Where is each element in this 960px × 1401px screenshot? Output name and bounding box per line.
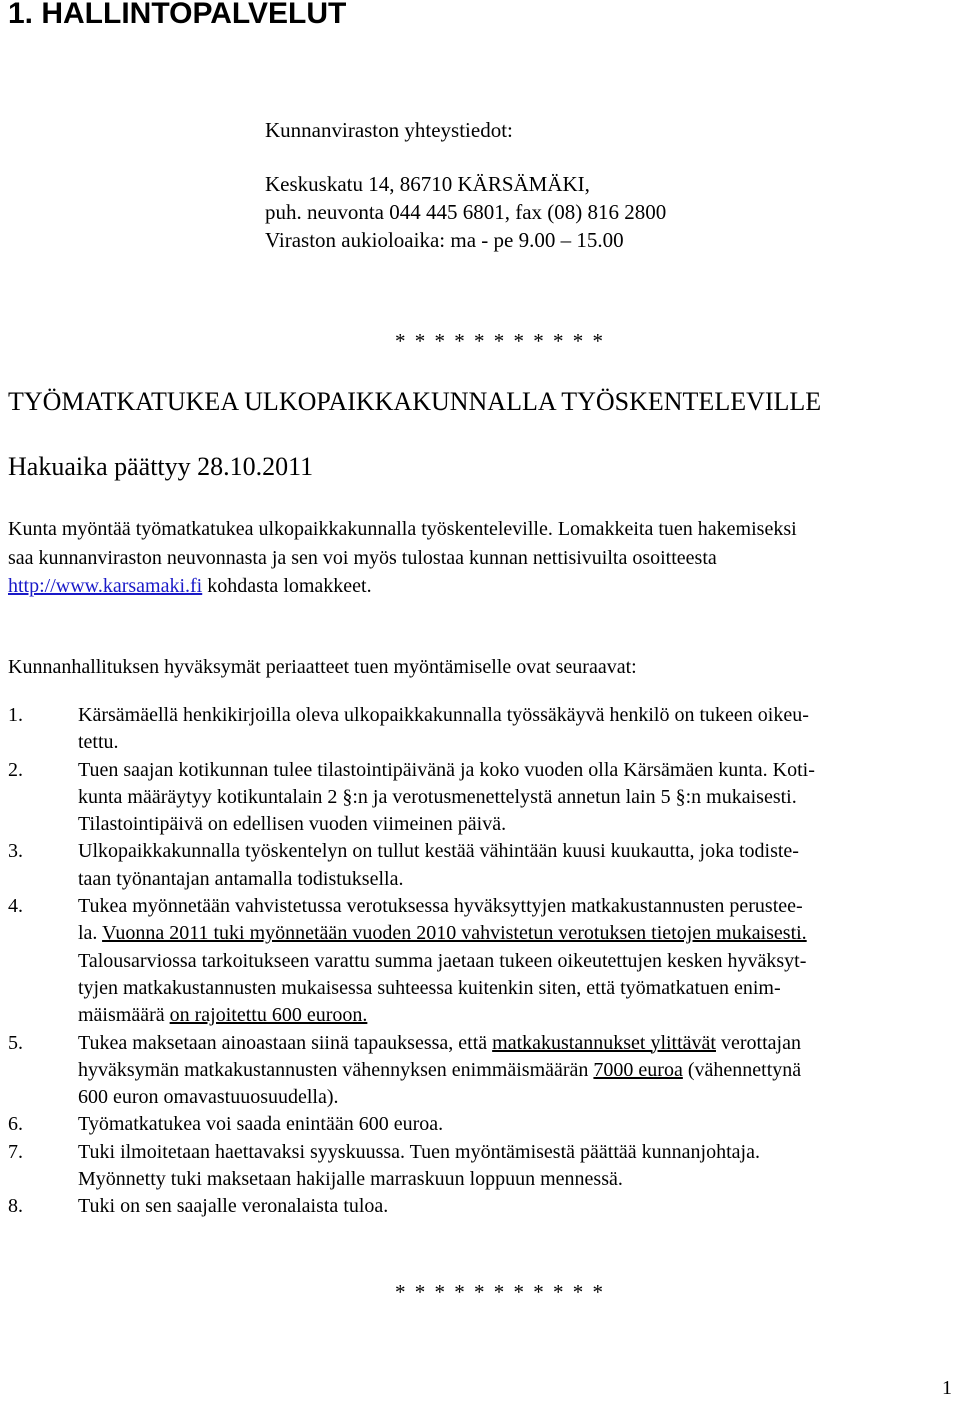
list-line: taan työnantajan antamalla todistuksella.: [78, 867, 404, 890]
list-text: Tukea maksetaan ainoastaan siinä tapauksessa, että: [78, 1031, 493, 1054]
section-title: TYÖMATKATUKEA ULKOPAIKKAKUNNALLA TYÖSKENTELEVILLE: [8, 387, 822, 416]
list-text: la.: [78, 922, 103, 945]
underlined-text: 7000 euroa: [593, 1058, 683, 1081]
list-line: Tukea myönnetään vahvistetussa verotuksessa hyväksyttyjen matkakustannusten perustee-: [78, 895, 803, 918]
list-number: 3.: [8, 840, 23, 863]
list-line: tyjen matkakustannusten mukaisessa suhteessa kuitenkin siten, että työmatkatuen enim-: [78, 976, 781, 999]
list-number: 4.: [8, 895, 23, 918]
list-item-2: [8, 757, 953, 839]
separator-top: * * * * * * * * * * *: [395, 329, 605, 353]
list-line: [78, 920, 953, 947]
list-line: [78, 1002, 953, 1029]
list-text: hyväksymän matkakustannusten vähennyksen enimmäismäärän: [78, 1058, 594, 1081]
list-item-3: [8, 838, 953, 893]
principles-list: [8, 702, 953, 1221]
intro-line-3: [8, 572, 797, 601]
contact-phone: puh. neuvonta 044 445 6801, fax (08) 816 2800: [265, 200, 667, 224]
underlined-text: on rajoitettu 600 euroon.: [169, 1004, 368, 1027]
list-number: 7.: [8, 1140, 23, 1163]
list-line: Tuki ilmoitetaan haettavaksi syyskuussa. Tuen myöntämisestä päättää kunnanjohtaja.: [78, 1140, 760, 1163]
intro-line-1: Kunta myöntää työmatkatukea ulkopaikkakunnalla työskenteleville. Lomakkeita tuen hakemiseksi: [8, 518, 797, 540]
list-line: tettu.: [78, 731, 119, 754]
list-number: 6.: [8, 1113, 23, 1136]
list-item-7: [8, 1139, 953, 1194]
page-number: 1: [942, 1377, 952, 1399]
list-line: Kärsämäellä henkikirjoilla oleva ulkopaikkakunnalla työssäkäyvä henkilö on tukeen oikeu-: [78, 704, 809, 726]
list-line: Talousarviossa tarkoitukseen varattu summa jaetaan tukeen oikeutettujen kesken hyväksyt-: [78, 949, 807, 972]
list-number: 1.: [8, 704, 23, 726]
website-link[interactable]: http://www.karsamaki.fi: [8, 575, 203, 597]
list-line: [78, 1057, 953, 1084]
list-line: kunta määräytyy kotikuntalain 2 §:n ja verotusmenettelystä annetun lain 5 §:n mukaisesti.: [78, 785, 797, 808]
list-line: Tuki on sen saajalle veronalaista tuloa.: [78, 1195, 389, 1218]
list-number: 2.: [8, 758, 23, 781]
principles-intro: Kunnanhallituksen hyväksymät periaatteet tuen myöntämiselle ovat seuraavat:: [8, 656, 637, 678]
page-heading: 1. HALLINTOPALVELUT: [8, 0, 347, 30]
list-number: 8.: [8, 1195, 23, 1218]
intro-line-3-rest: kohdasta lomakkeet.: [202, 575, 372, 597]
contact-hours: Viraston aukioloaika: ma - pe 9.00 – 15.00: [265, 228, 624, 252]
list-number: 5.: [8, 1031, 23, 1054]
separator-bottom: * * * * * * * * * * *: [395, 1280, 605, 1304]
underlined-text: matkakustannukset ylittävät: [492, 1031, 716, 1054]
contact-title: Kunnanviraston yhteystiedot:: [265, 118, 513, 142]
list-text: mäismäärä: [78, 1004, 170, 1027]
deadline: Hakuaika päättyy 28.10.2011: [8, 452, 314, 481]
list-line: [78, 1030, 953, 1057]
intro-line-2: saa kunnanviraston neuvonnasta ja sen voi myös tulostaa kunnan nettisivuilta osoitteesta: [8, 546, 717, 569]
contact-address: Keskuskatu 14, 86710 KÄRSÄMÄKI,: [265, 172, 590, 196]
intro-paragraph: [8, 515, 797, 601]
list-item-6: [8, 1111, 953, 1138]
list-item-1: [8, 702, 953, 757]
underlined-text: Vuonna 2011 tuki myönnetään vuoden 2010 vahvistetun verotuksen tietojen mukaisesti.: [102, 922, 807, 945]
list-line: 600 euron omavastuuosuudella).: [78, 1086, 339, 1109]
list-item-5: [8, 1030, 953, 1112]
list-item-4: [8, 893, 953, 1029]
list-line: Myönnetty tuki maksetaan hakijalle marraskuun loppuun mennessä.: [78, 1168, 623, 1191]
list-line: Tilastointipäivä on edellisen vuoden viimeinen päivä.: [78, 813, 507, 836]
list-line: Ulkopaikkakunnalla työskentelyn on tullut kestää vähintään kuusi kuukautta, joka todiste-: [78, 840, 799, 863]
list-text: (vähennettynä: [682, 1058, 802, 1081]
list-text: verottajan: [715, 1031, 801, 1054]
list-item-8: [8, 1193, 953, 1220]
list-line: Työmatkatukea voi saada enintään 600 euroa.: [78, 1113, 444, 1136]
list-line: Tuen saajan kotikunnan tulee tilastointipäivänä ja koko vuoden olla Kärsämäen kunta. Koti-: [78, 758, 815, 781]
